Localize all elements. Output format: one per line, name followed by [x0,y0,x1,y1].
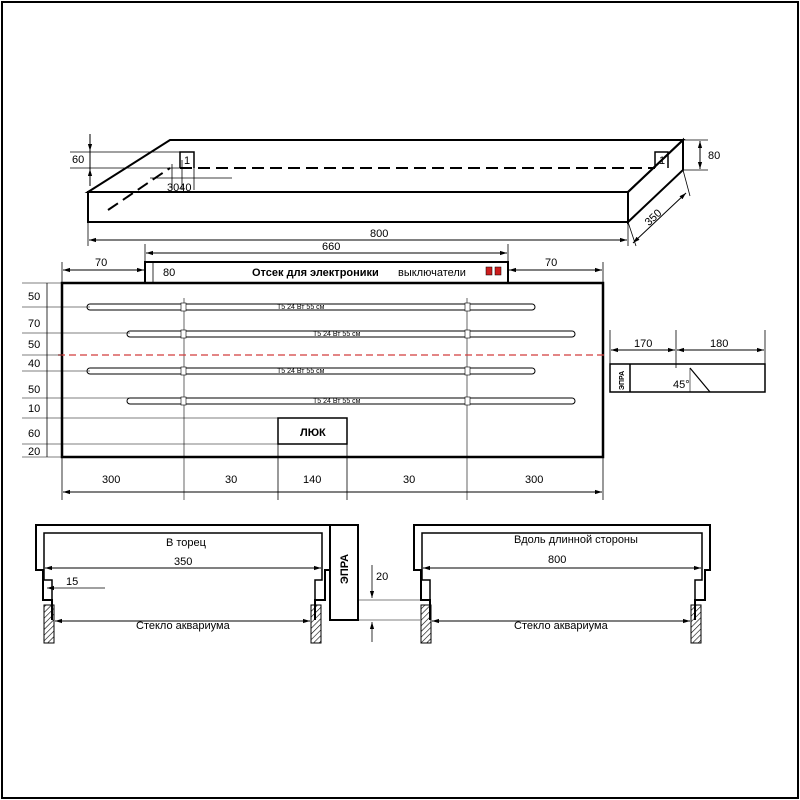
lamp-3-label: T5 24 Вт 55 см [277,368,325,375]
dim-bottom-4: 30 [403,474,416,486]
compartment-label: Отсек для электроники [252,267,379,279]
dim-180-label: 180 [710,338,729,350]
section-end-dims [45,565,420,642]
dim-800-label: 800 [370,228,389,240]
dim-bottom-5: 300 [525,474,544,486]
glass-long-right [691,605,701,643]
switches-label: выключатели [398,267,466,279]
section-long-dims [423,568,701,621]
dim-left-5: 50 [28,384,41,396]
dim-350-label: 350 [642,207,665,229]
dim-left-2: 70 [28,318,41,330]
section-end-dim-20: 20 [376,571,389,583]
dim-left-3: 50 [28,339,41,351]
glass-right [311,605,321,643]
section-long-title: Вдоль длинной стороны [514,534,638,546]
section-end-title: В торец [166,537,206,549]
section-end-dim-15: 15 [66,576,79,588]
dim-3040-label: 3040 [167,182,192,194]
hatch-label: ЛЮК [300,427,326,439]
drawing-border [2,2,798,798]
dim-bottom-2: 30 [225,474,238,486]
lamp-2-label: T5 24 Вт 55 см [313,331,361,338]
dim-80-compartment-label: 80 [163,267,176,279]
dim-left-4: 40 [28,358,41,370]
angle-line [690,368,710,392]
section-long-dim-800: 800 [548,554,567,566]
dim-bottom-1: 300 [102,474,121,486]
angle-label: 45° [673,379,690,391]
dim-80-label: 80 [708,150,721,162]
lamp-1-label: T5 24 Вт 55 см [277,304,325,311]
switch-2[interactable] [495,267,501,275]
dim-left-1: 50 [28,291,41,303]
dim-left-6: 10 [28,403,41,415]
glass-left [44,605,54,643]
box-front-face [88,192,628,222]
hole-label: 1 [184,155,191,167]
section-end-ballast-label: ЭПРА [339,553,351,584]
dim-60-label: 60 [72,154,85,166]
dim-660-label: 660 [322,241,341,253]
section-long-glass-label: Стекло аквариума [514,620,608,632]
dim-left-8: 20 [28,446,41,458]
switch-1[interactable] [486,267,492,275]
section-end-dim-350: 350 [174,556,193,568]
dim-left-7: 60 [28,428,41,440]
glass-long-left [421,605,431,643]
section-end-glass-label: Стекло аквариума [136,620,230,632]
ballast-label: ЭПРА [619,370,626,390]
dim-70-left-label: 70 [95,257,108,269]
lid-isometric-view [70,134,708,246]
lamp-4-label: T5 24 Вт 55 см [313,398,361,405]
dim-bottom-3: 140 [303,474,322,486]
hole-label-right: 1 [659,155,666,167]
dim-70-right-label: 70 [545,257,558,269]
dim-170-label: 170 [634,338,653,350]
